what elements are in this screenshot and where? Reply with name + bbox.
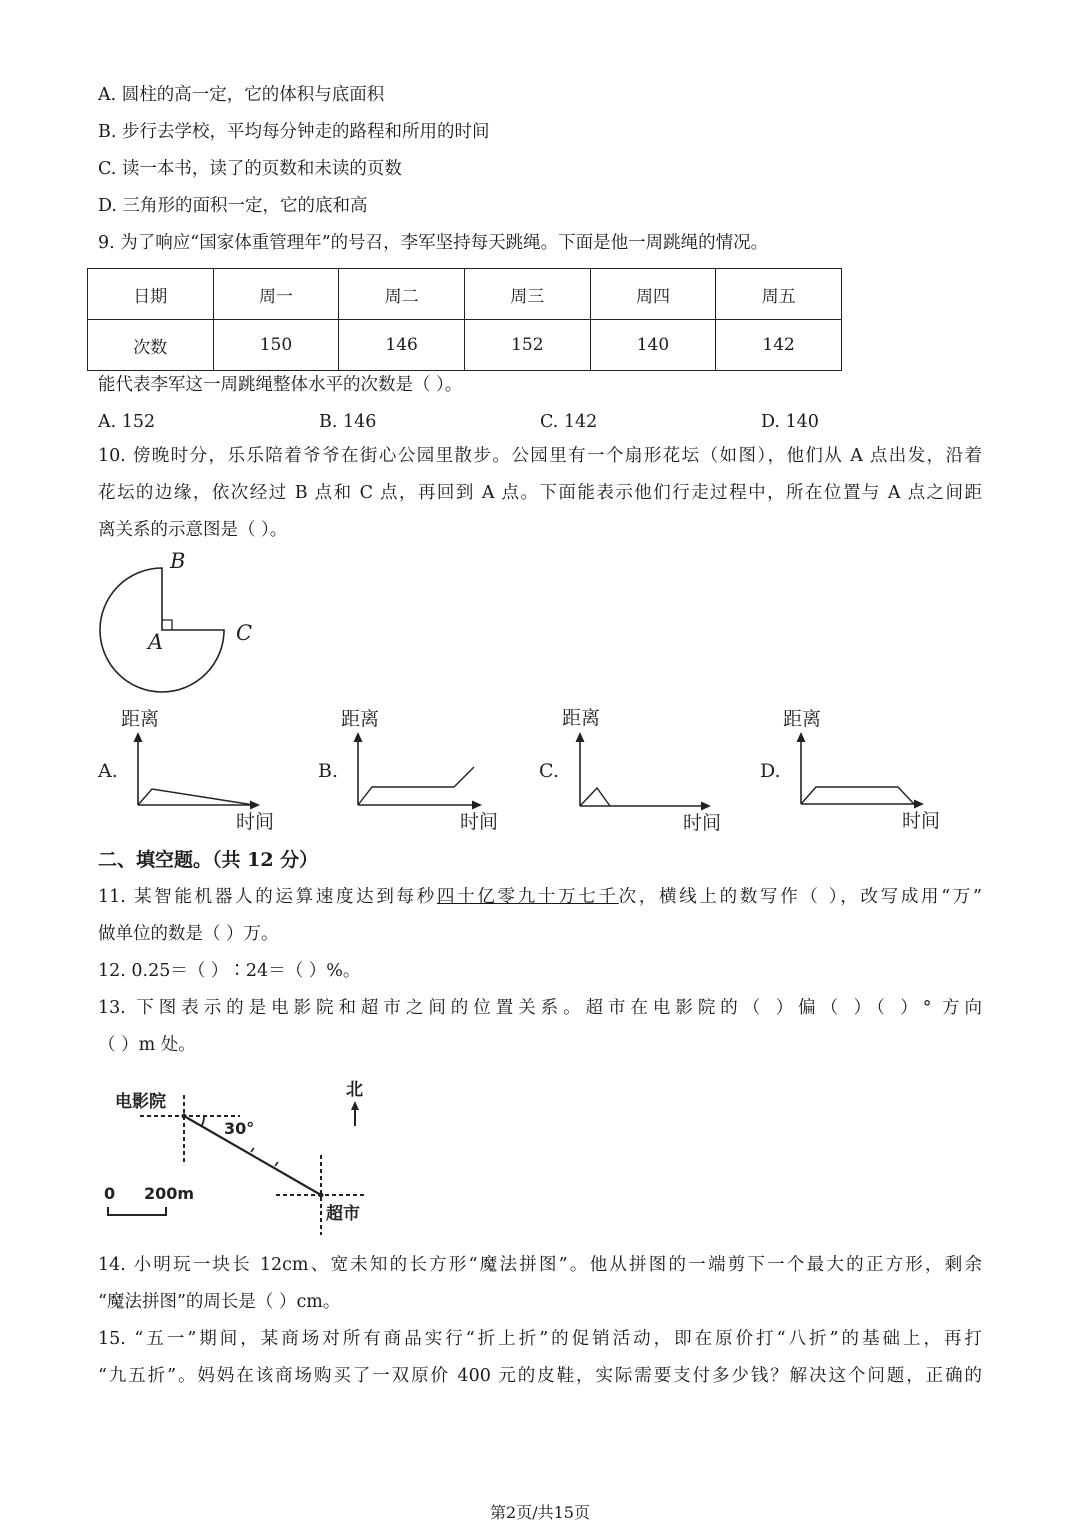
table-cell: 次数 (88, 320, 214, 371)
graph-option-label: D. (760, 760, 781, 782)
q11-prefix: 11. 某智能机器人的运算速度达到每秒 (98, 887, 437, 907)
jump-rope-table (87, 268, 842, 371)
graph-y-arrow (797, 732, 806, 742)
q9-question: 能代表李军这一周跳绳整体水平的次数是（ ）。 (98, 375, 463, 395)
supermarket-label: 超市 (326, 1204, 360, 1224)
q14-line-2: “魔法拼图”的周长是（ ）cm。 (98, 1292, 341, 1312)
graph-option-label: C. (539, 760, 559, 782)
q9-option-d: D. 140 (761, 412, 819, 432)
q12-line: 12. 0.25＝（ ）∶24＝（ ）%。 (98, 961, 361, 981)
q8-option-d: D. 三角形的面积一定，它的底和高 (98, 196, 368, 216)
table-cell: 周五 (716, 269, 842, 320)
table-row (88, 320, 842, 371)
graph-curve (801, 787, 914, 804)
q10-line-2: 花坛的边缘，依次经过 B 点和 C 点，再回到 A 点。下面能表示他们行走过程中，所在位置与 A 点之间距 (98, 483, 982, 503)
q11-line-2: 做单位的数是（ ）万。 (98, 924, 279, 944)
graph-curve (358, 767, 474, 805)
table-cell: 150 (213, 320, 339, 371)
tick-mark (275, 1162, 278, 1166)
tick-mark (251, 1148, 254, 1152)
graph-y-arrow (576, 732, 585, 742)
q15-line-2: “九五折”。妈妈在该商场购买了一双原价 400 元的皮鞋，实际需要支付多少钱？解决这个问题，正确的 (98, 1366, 982, 1386)
q13-line-1: 13. 下图表示的是电影院和超市之间的位置关系。超市在电影院的（ ）偏（ ）（ ）° 方向 (98, 998, 982, 1018)
sector-figure (90, 550, 310, 710)
north-label: 北 (346, 1080, 363, 1100)
scale-bar (108, 1207, 166, 1215)
graph-option-b (316, 705, 516, 835)
point-a-label: A (148, 630, 164, 654)
graph-curve (138, 789, 254, 805)
page-footer: 第2页/共15页 (490, 1503, 590, 1522)
graph-x-label: 时间 (236, 811, 275, 833)
angle-label: 30° (224, 1119, 255, 1138)
q8-option-c: C. 读一本书，读了的页数和未读的页数 (98, 159, 402, 179)
point-c-label: C (236, 621, 253, 645)
q11-line-1 (98, 885, 982, 909)
graph-y-label: 距离 (341, 708, 380, 730)
table-row (88, 269, 842, 320)
q11-suffix: 次，横线上的数写作（ ），改写成用“万” (618, 887, 982, 907)
graph-y-arrow (354, 732, 363, 742)
table-cell: 周二 (339, 269, 465, 320)
table-cell: 日期 (88, 269, 214, 320)
q15-line-1: 15. “五一”期间，某商场对所有商品实行“折上折”的促销活动，即在原价打“八折”的基础上，再打 (98, 1329, 982, 1349)
right-angle-mark (162, 620, 172, 630)
graph-x-label: 时间 (683, 812, 722, 834)
table-cell: 142 (716, 320, 842, 371)
q10-line-3: 离关系的示意图是（ ）。 (98, 520, 288, 540)
graph-option-label: B. (318, 760, 339, 782)
table-cell: 140 (590, 320, 716, 371)
q11-underlined-number: 四十亿零九十万七千 (436, 887, 619, 907)
q9-stem: 9. 为了响应“国家体重管理年”的号召，李军坚持每天跳绳。下面是他一周跳绳的情况。 (98, 233, 769, 253)
graph-y-label: 距离 (783, 708, 822, 730)
section-heading: 二、填空题。（共 12 分） (98, 849, 319, 871)
graph-x-arrow (914, 800, 924, 809)
q8-option-a: A. 圆柱的高一定，它的体积与底面积 (98, 85, 385, 105)
q8-option-b: B. 步行去学校，平均每分钟走的路程和所用的时间 (98, 122, 490, 142)
q10-line-1: 10. 傍晚时分，乐乐陪着爷爷在街心公园里散步。公园里有一个扇形花坛（如图），他们从 A 点出发，沿着 (98, 446, 982, 466)
q9-option-b: B. 146 (319, 412, 377, 432)
angle-arc (201, 1116, 204, 1127)
graph-y-label: 距离 (562, 707, 601, 729)
graph-x-label: 时间 (902, 810, 941, 832)
q14-line-1: 14. 小明玩一块长 12cm、宽未知的长方形“魔法拼图”。他从拼图的一端剪下一个最大的正方形，剩余 (98, 1255, 982, 1275)
cinema-label: 电影院 (115, 1092, 166, 1112)
graph-x-arrow (472, 801, 482, 810)
table-cell: 152 (464, 320, 590, 371)
graph-option-d (758, 705, 958, 835)
graph-option-label: A. (98, 760, 118, 782)
q9-option-c: C. 142 (540, 412, 598, 432)
location-map (100, 1070, 400, 1250)
graph-y-label: 距离 (121, 708, 160, 730)
cinema-point (182, 1114, 187, 1119)
graph-x-arrow (701, 802, 711, 811)
graph-y-arrow (134, 732, 143, 742)
table-cell: 146 (339, 320, 465, 371)
table-cell: 周四 (590, 269, 716, 320)
graph-option-c (537, 705, 737, 835)
graph-option-a (96, 705, 296, 835)
scale-value-label: 200m (144, 1184, 195, 1203)
market-point (319, 1193, 324, 1198)
graph-curve (580, 788, 610, 806)
scale-zero-label: 0 (104, 1184, 116, 1203)
table-cell: 周一 (213, 269, 339, 320)
north-arrow-icon (351, 1101, 359, 1110)
q13-line-2: （ ）m 处。 (98, 1035, 196, 1055)
point-b-label: B (170, 549, 186, 573)
q9-option-a: A. 152 (98, 412, 156, 432)
graph-x-label: 时间 (460, 811, 499, 833)
table-cell: 周三 (464, 269, 590, 320)
